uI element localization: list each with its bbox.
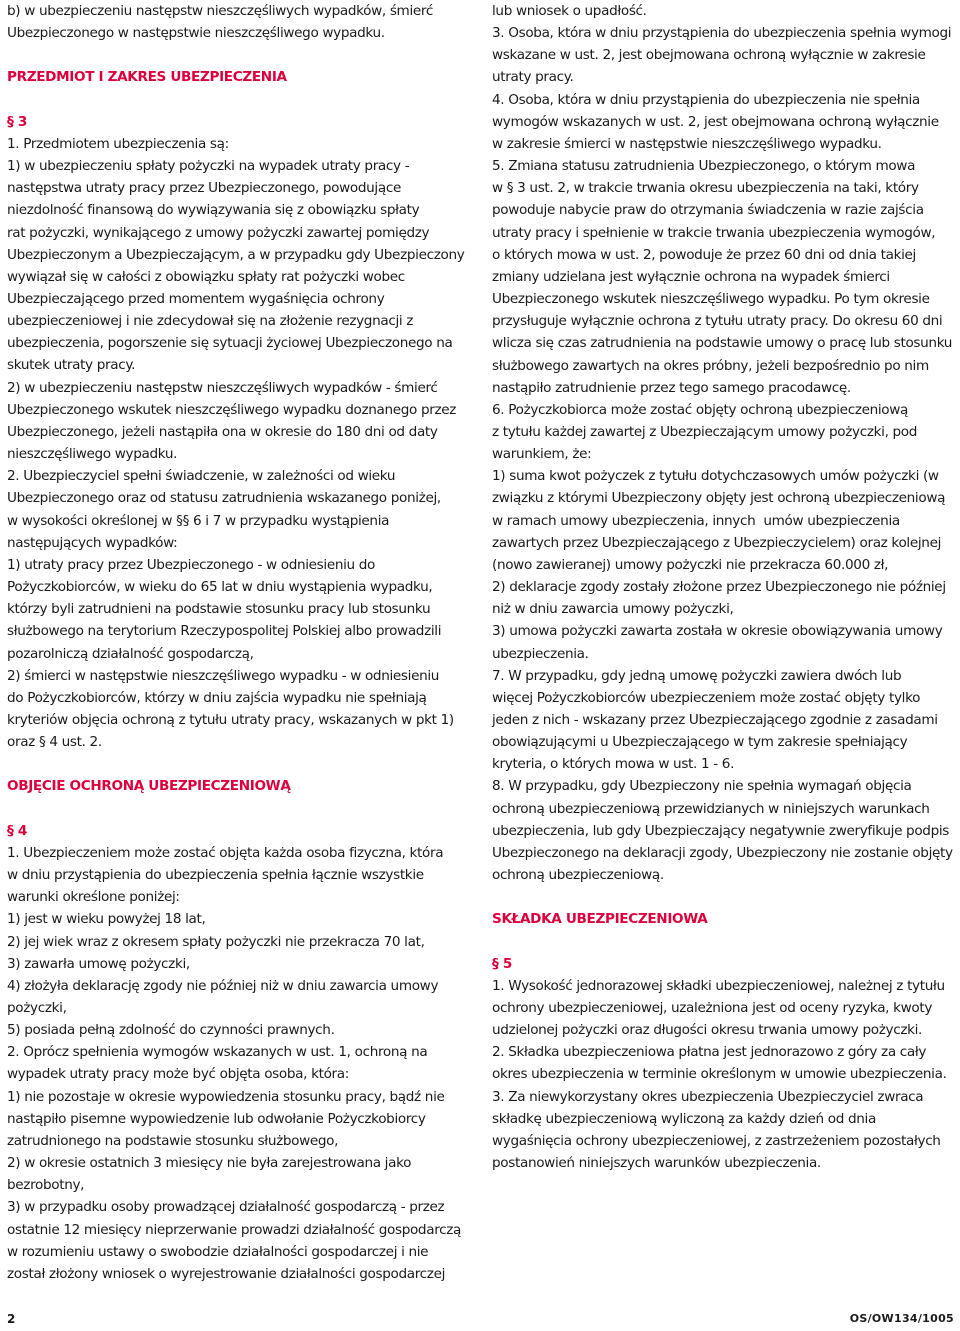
text-line: ubezpieczenia. bbox=[492, 645, 589, 662]
text-line: zawartych przez Ubezpieczającego z Ubezpieczycielem) oraz kolejnej bbox=[492, 534, 942, 551]
text-line: 2) śmierci w następstwie nieszczęśliwego wypadku - w odniesieniu bbox=[7, 667, 440, 684]
text-line: 5. Zmiana statusu zatrudnienia Ubezpieczonego, o którym mowa bbox=[492, 158, 916, 175]
text-line: związku z którymi Ubezpieczony objęty jest ochroną ubezpieczeniową bbox=[492, 490, 946, 507]
text-line: 3. Za niewykorzystany okres ubezpieczenia Ubezpieczyciel zwraca bbox=[492, 1088, 924, 1105]
text-line: oraz § 4 ust. 2. bbox=[7, 734, 102, 751]
text-line: wywiązał się w całości z obowiązku spłaty rat pożyczki wobec bbox=[7, 268, 405, 285]
text-line: wypadek utraty pracy może być objęta osoba, która: bbox=[7, 1066, 350, 1083]
text-line: w dniu przystąpienia do ubezpieczenia spełnia łącznie wszystkie bbox=[7, 867, 424, 884]
text-line: o których mowa w ust. 2, powoduje że przez 60 dni od dnia takiej bbox=[492, 246, 916, 263]
text-block bbox=[492, 0, 954, 886]
text-line: rat pożyczki, wynikającego z umowy pożyczki zawartej pomiędzy bbox=[7, 224, 430, 241]
text-line: następstwa utraty pracy przez Ubezpieczonego, powodujące bbox=[7, 180, 401, 197]
text-line: 2) jej wiek wraz z okresem spłaty pożyczki nie przekracza 70 lat, bbox=[7, 933, 425, 950]
text-line: utraty pracy. bbox=[492, 69, 574, 86]
text-line: w wysokości określonej w §§ 6 i 7 w przypadku wystąpienia bbox=[7, 512, 390, 529]
text-line: 2) w okresie ostatnich 3 miesięcy nie była zarejestrowana jako bbox=[7, 1155, 412, 1172]
text-line: ubezpieczenia, lub gdy Ubezpieczający negatywnie zweryfikuje podpis bbox=[492, 822, 950, 839]
paragraph-number: § 5 bbox=[492, 955, 512, 972]
text-line: niż w dniu zawarcia umowy pożyczki, bbox=[492, 601, 734, 618]
right-column bbox=[492, 0, 954, 1174]
text-line: Pożyczkobiorców, w wieku do 65 lat w dniu wystąpienia wypadku, bbox=[7, 579, 433, 596]
text-line: 2. Oprócz spełnienia wymogów wskazanych w ust. 1, ochroną na bbox=[7, 1044, 428, 1061]
text-line: wymogów wskazanych w ust. 2, jest obejmowana ochroną wyłącznie bbox=[492, 113, 939, 130]
text-line: 1) suma kwot pożyczek z tytułu dotychczasowych umów pożyczki (w bbox=[492, 468, 939, 485]
text-line: ochroną ubezpieczeniową przewidzianych w niniejszych warunkach bbox=[492, 800, 930, 817]
text-line: powoduje nabycie praw do otrzymania świadczenia w razie zajścia bbox=[492, 202, 924, 219]
text-line: więcej Pożyczkobiorców ubezpieczeniem może zostać objęty tylko bbox=[492, 689, 921, 706]
text-block bbox=[492, 975, 954, 1174]
text-line: w § 3 ust. 2, w trakcie trwania okresu ubezpieczenia na taki, który bbox=[492, 180, 919, 197]
text-line: Ubezpieczonego w następstwie nieszczęśliwego wypadku. bbox=[7, 25, 385, 42]
document-code: OS/OW134/1005 bbox=[849, 1312, 954, 1325]
text-line: pożyczki, bbox=[7, 999, 67, 1016]
text-line: 2. Składka ubezpieczeniowa płatna jest jednorazowo z góry za cały bbox=[492, 1044, 927, 1061]
text-line: ochroną ubezpieczeniową. bbox=[492, 867, 664, 884]
text-line: w rozumieniu ustawy o swobodzie działalności gospodarczej i nie bbox=[7, 1243, 429, 1260]
page-number: 2 bbox=[7, 1312, 16, 1326]
text-line: 4) złożyła deklarację zgody nie później niż w dniu zawarcia umowy bbox=[7, 977, 439, 994]
text-line: 1) jest w wieku powyżej 18 lat, bbox=[7, 911, 206, 928]
text-line: b) w ubezpieczeniu następstw nieszczęśliwych wypadków, śmierć bbox=[7, 3, 433, 19]
text-line: wlicza się czas zatrudnienia na podstawie umowy o pracę lub stosunku bbox=[492, 335, 953, 352]
text-line: utraty pracy i spełnienie w trakcie trwania ubezpieczenia wymogów, bbox=[492, 224, 936, 241]
text-line: bezrobotny, bbox=[7, 1177, 85, 1194]
text-line: 7. W przypadku, gdy jedną umowę pożyczki zawiera dwóch lub bbox=[492, 667, 902, 684]
text-line: nastąpiło pisemne wypowiedzenie lub odwołanie Pożyczkobiorcy bbox=[7, 1110, 426, 1127]
text-line: udzielonej pożyczki oraz długości okresu trwania umowy pożyczki. bbox=[492, 1022, 923, 1039]
text-line: służbowego na terytorium Rzeczypospolitej Polskiej albo prowadzili bbox=[7, 623, 442, 640]
text-line: postanowień niniejszych warunków ubezpieczenia. bbox=[492, 1155, 821, 1172]
text-line: 3) zawarła umowę pożyczki, bbox=[7, 955, 190, 972]
text-line: zatrudnionego na podstawie stosunku służbowego, bbox=[7, 1132, 339, 1149]
text-line: skutek utraty pracy. bbox=[7, 357, 136, 374]
text-line: 2) deklaracje zgody zostały złożone przez Ubezpieczonego nie później bbox=[492, 579, 946, 596]
left-column bbox=[7, 0, 469, 1285]
text-line: ostatnie 12 miesięcy nieprzerwanie prowadzi działalność gospodarczą bbox=[7, 1221, 462, 1238]
text-line: do Pożyczkobiorców, którzy w dniu zajścia wypadku nie spełniają bbox=[7, 689, 427, 706]
text-line: w zakresie śmierci w następstwie nieszczęśliwego wypadku. bbox=[492, 135, 882, 152]
text-line: warunki określone poniżej: bbox=[7, 889, 180, 906]
text-line: 2. Ubezpieczyciel spełni świadczenie, w zależności od wieku bbox=[7, 468, 396, 485]
text-line: nastąpiło zatrudnienie przez tego samego pracodawcę. bbox=[492, 379, 851, 396]
text-line: którzy byli zatrudnieni na podstawie stosunku pracy lub stosunku bbox=[7, 601, 431, 618]
text-block bbox=[7, 842, 469, 1285]
text-line: ubezpieczeniowej i nie zdecydował się na złożenie rezygnacji z bbox=[7, 313, 414, 330]
text-line: 8. W przypadku, gdy Ubezpieczony nie spełnia wymagań objęcia bbox=[492, 778, 912, 795]
text-line: Ubezpieczonego na deklaracji zgody, Ubezpieczony nie zostanie objęty bbox=[492, 844, 953, 861]
text-line: Ubezpieczonego wskutek nieszczęśliwego wypadku doznanego przez bbox=[7, 401, 457, 418]
text-line: zmiany udzielana jest wyłącznie ochrona na wypadek śmierci bbox=[492, 268, 890, 285]
text-line: Ubezpieczonego, jeżeli nastąpiła ona w okresie do 180 dni od daty bbox=[7, 423, 438, 440]
text-line: kryteriów objęcia ochroną z tytułu utraty pracy, wskazanych w pkt 1) bbox=[7, 711, 454, 728]
text-line: wskazane w ust. 2, jest obejmowana ochroną wyłącznie w zakresie bbox=[492, 47, 926, 64]
section-heading: OBJĘCIE OCHRONĄ UBEZPIECZENIOWĄ bbox=[7, 778, 291, 795]
section-heading: SKŁADKA UBEZPIECZENIOWA bbox=[492, 911, 708, 928]
text-line: lub wniosek o upadłość. bbox=[492, 3, 647, 19]
text-line: kryteria, o których mowa w ust. 1 - 6. bbox=[492, 756, 735, 773]
text-line: Ubezpieczającego przed momentem wygaśnięcia ochrony bbox=[7, 291, 385, 307]
text-line: 6. Pożyczkobiorca może zostać objęty ochroną ubezpieczeniową bbox=[492, 401, 909, 418]
text-block bbox=[7, 133, 469, 753]
text-line: niezdolność finansową do wywiązywania się z obowiązku spłaty bbox=[7, 202, 420, 219]
text-line: 1. Ubezpieczeniem może zostać objęta każda osoba fizyczna, która bbox=[7, 844, 444, 861]
text-line: ubezpieczenia, pogorszenie się sytuacji życiowej Ubezpieczonego na bbox=[7, 335, 453, 352]
text-line: 5) posiada pełną zdolność do czynności prawnych. bbox=[7, 1022, 335, 1039]
text-block bbox=[7, 0, 469, 44]
text-line: 3) w przypadku osoby prowadzącej działalność gospodarczą - przez bbox=[7, 1199, 445, 1216]
text-line: wygaśnięcia ochrony ubezpieczeniowej, z zastrzeżeniem pozostałych bbox=[492, 1132, 941, 1149]
text-line: okres ubezpieczenia w terminie określonym w umowie ubezpieczenia. bbox=[492, 1066, 947, 1083]
text-line: został złożony wniosek o wyrejestrowanie działalności gospodarczej bbox=[7, 1265, 446, 1282]
text-line: (nowo zawieranej) umowy pożyczki nie przekracza 60.000 zł, bbox=[492, 556, 889, 573]
text-line: 1) w ubezpieczeniu spłaty pożyczki na wypadek utraty pracy - bbox=[7, 158, 410, 175]
text-line: 1) utraty pracy przez Ubezpieczonego - w odniesieniu do bbox=[7, 556, 376, 573]
paragraph-number: § 4 bbox=[7, 822, 27, 839]
text-line: z tytułu każdej zawartej z Ubezpieczającym umowy pożyczki, pod bbox=[492, 423, 918, 440]
text-line: nieszczęśliwego wypadku. bbox=[7, 446, 178, 463]
text-line: Ubezpieczonego oraz od statusu zatrudnienia wskazanego poniżej, bbox=[7, 490, 441, 507]
text-line: w ramach umowy ubezpieczenia, innych umów ubezpieczenia bbox=[492, 512, 900, 529]
text-line: pozarolniczą działalność gospodarczą, bbox=[7, 645, 254, 662]
text-line: obowiązującymi u Ubezpieczającego w tym zakresie spełniający bbox=[492, 734, 908, 751]
text-line: Ubezpieczonego wskutek nieszczęśliwego wypadku. Po tym okresie bbox=[492, 291, 930, 308]
text-line: warunkiem, że: bbox=[492, 446, 592, 463]
text-line: 2) w ubezpieczeniu następstw nieszczęśliwych wypadków - śmierć bbox=[7, 379, 438, 396]
text-line: ochrony ubezpieczeniowej, uzależniona jest od oceny ryzyka, kwoty bbox=[492, 1000, 933, 1016]
text-line: 1. Przedmiotem ubezpieczenia są: bbox=[7, 135, 229, 152]
section-heading: PRZEDMIOT I ZAKRES UBEZPIECZENIA bbox=[7, 69, 287, 86]
text-line: służbowego zawartych na okres próbny, jeżeli bezpośrednio po nim bbox=[492, 357, 929, 374]
text-line: 4. Osoba, która w dniu przystąpienia do ubezpieczenia nie spełnia bbox=[492, 91, 920, 108]
paragraph-number: § 3 bbox=[7, 113, 27, 130]
text-line: 1. Wysokość jednorazowej składki ubezpieczeniowej, należnej z tytułu bbox=[492, 977, 945, 994]
text-line: Ubezpieczonym a Ubezpieczającym, a w przypadku gdy Ubezpieczony bbox=[7, 246, 465, 263]
text-line: 3. Osoba, która w dniu przystąpienia do ubezpieczenia spełnia wymogi bbox=[492, 25, 952, 42]
text-line: przysługuje wyłącznie ochrona z tytułu utraty pracy. Do okresu 60 dni bbox=[492, 313, 943, 330]
text-line: jeden z nich - wskazany przez Ubezpieczającego zgodnie z zasadami bbox=[492, 712, 938, 728]
text-line: następujących wypadków: bbox=[7, 534, 178, 551]
text-line: 1) nie pozostaje w okresie wypowiedzenia stosunku pracy, bądź nie bbox=[7, 1088, 445, 1105]
text-line: 3) umowa pożyczki zawarta została w okresie obowiązywania umowy bbox=[492, 623, 943, 640]
text-line: składkę ubezpieczeniową wyliczoną za każdy dzień od dnia bbox=[492, 1110, 876, 1127]
